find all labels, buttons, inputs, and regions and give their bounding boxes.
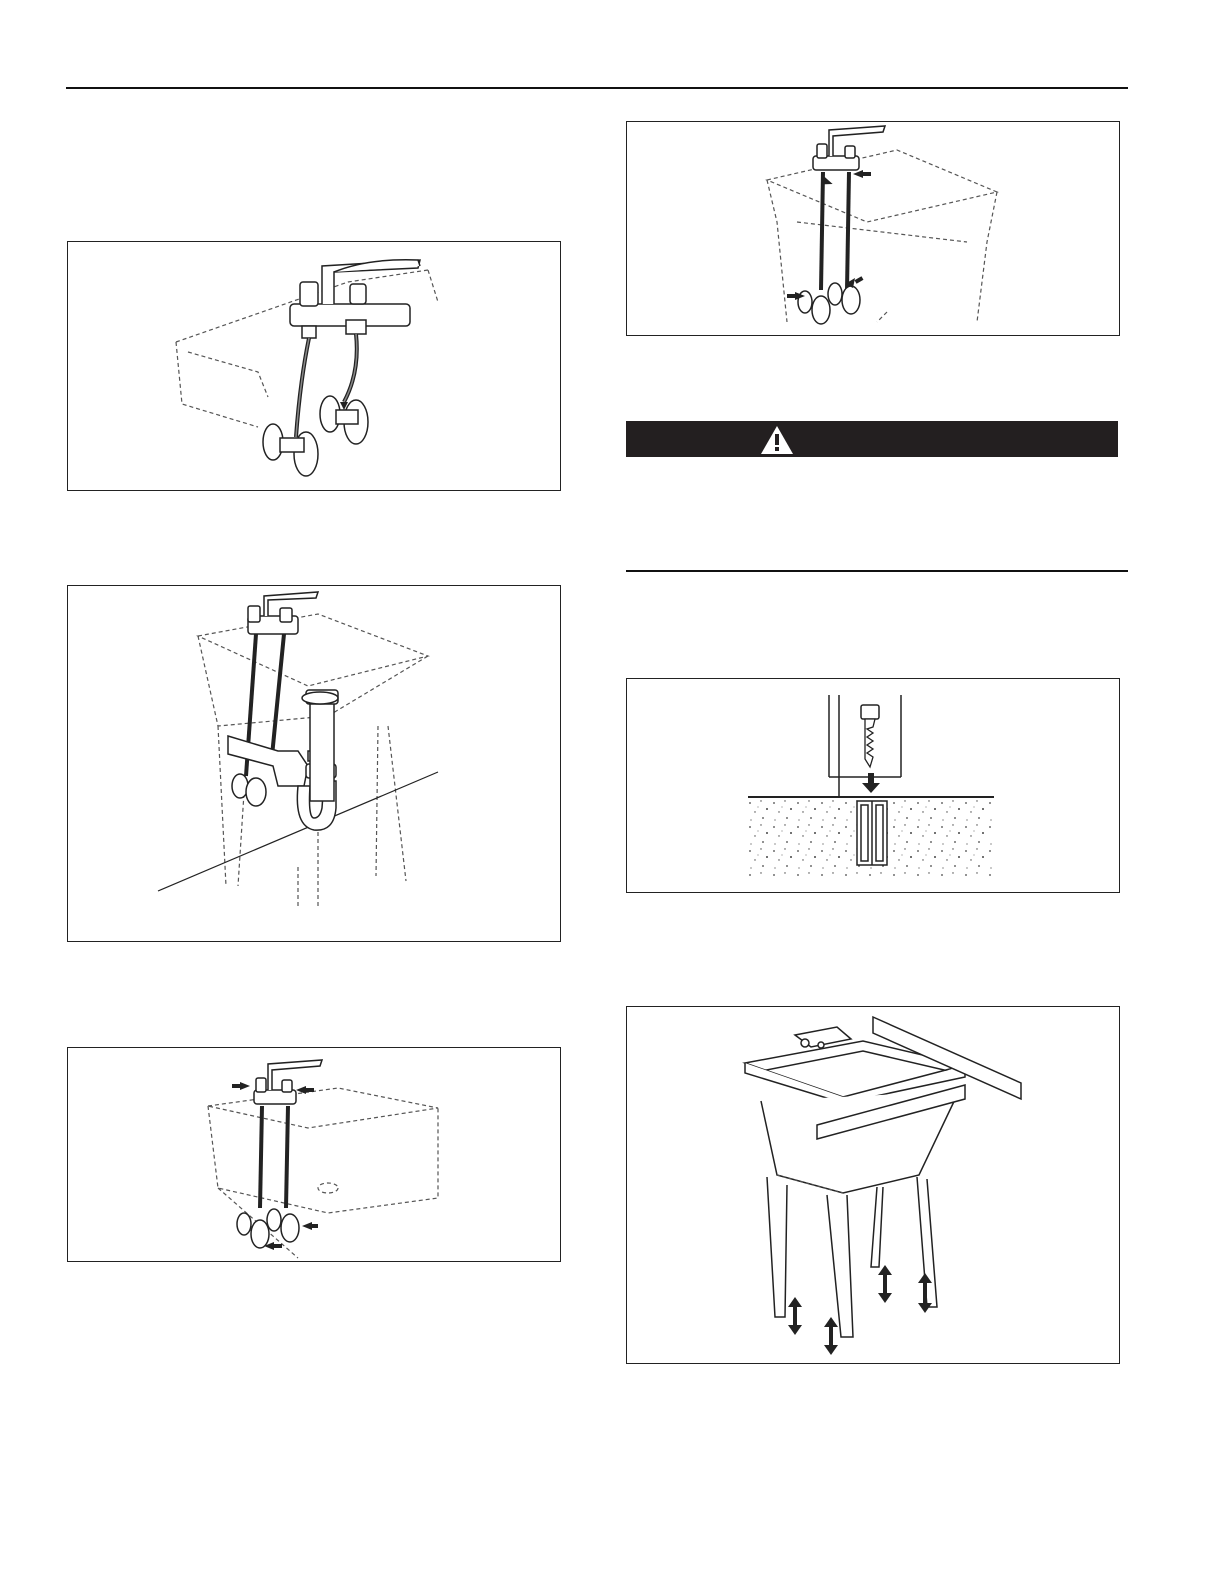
figure-level-legs [626,1006,1120,1364]
warning-bar [626,421,1118,457]
header-rule [66,87,1128,89]
figure-check-connections [626,121,1120,336]
figure-floor-anchor [626,678,1120,893]
faucet-hose-connection-illustration [68,242,560,490]
figure-tighten-connections [67,1047,561,1262]
adjust-legs-illustration [627,1007,1119,1363]
warning-triangle-icon [626,421,1118,457]
connection-arrows-illustration [627,122,1119,335]
figure-drain-trap [67,585,561,942]
tighten-arrows-illustration [68,1048,560,1261]
p-trap-illustration [68,586,560,941]
anchor-bolt-illustration [627,679,1119,892]
section-rule [626,570,1128,572]
figure-faucet-supply-lines [67,241,561,491]
